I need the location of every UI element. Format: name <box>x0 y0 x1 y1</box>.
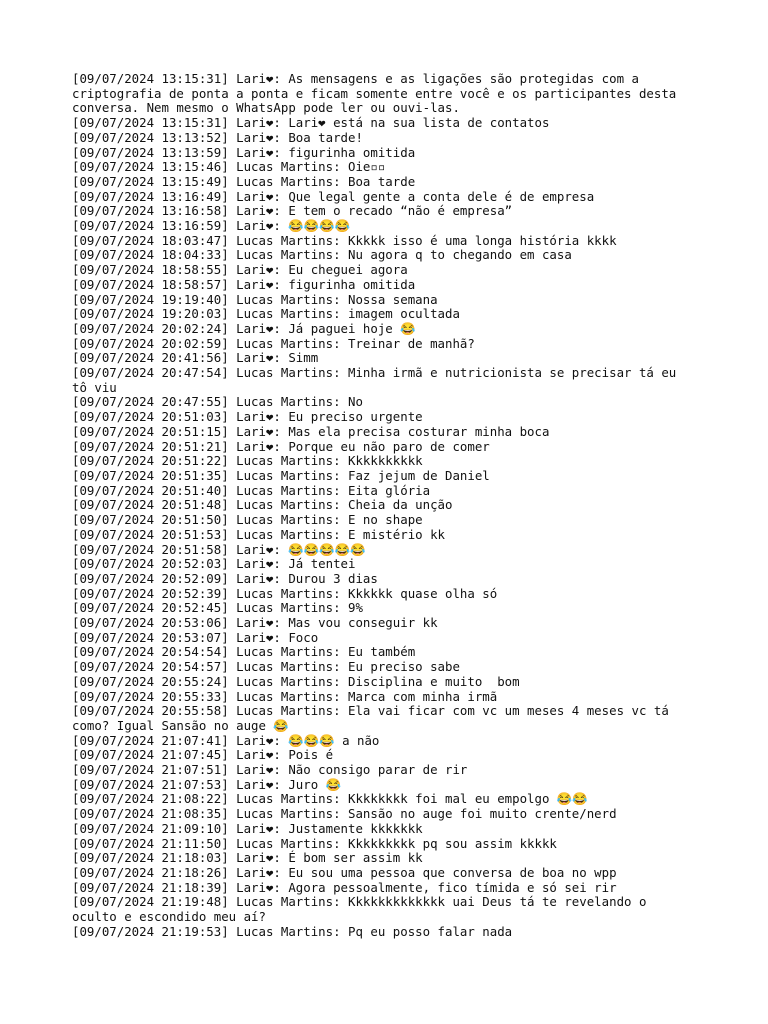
chat-line: [09/07/2024 21:07:51] Lari❤: Não consigo parar de rir <box>72 762 468 778</box>
chat-line: [09/07/2024 21:11:50] Lucas Martins: Kkkkkkkkk pq sou assim kkkkk <box>72 835 557 851</box>
chat-line: [09/07/2024 20:51:21] Lari❤: Porque eu não paro de comer <box>72 438 490 454</box>
chat-line: [09/07/2024 21:19:53] Lucas Martins: Pq eu posso falar nada <box>72 923 513 939</box>
chat-line: [09/07/2024 20:02:59] Lucas Martins: Treinar de manhã? <box>72 335 475 351</box>
chat-line: [09/07/2024 20:55:58] Lucas Martins: Ela vai ficar com vc um meses 4 meses vc tá como? Igual Sansão no auge 😂 <box>72 703 677 733</box>
chat-line: [09/07/2024 13:15:49] Lucas Martins: Boa tarde <box>72 173 416 189</box>
chat-line: [09/07/2024 20:52:03] Lari❤: Já tentei <box>72 556 356 572</box>
chat-line: [09/07/2024 13:16:59] Lari❤: 😂😂😂😂 <box>72 218 351 234</box>
chat-line: [09/07/2024 21:07:45] Lari❤: Pois é <box>72 747 334 763</box>
chat-line: [09/07/2024 20:55:24] Lucas Martins: Disciplina e muito bom <box>72 673 520 689</box>
chat-line: [09/07/2024 13:13:59] Lari❤: figurinha omitida <box>72 144 416 160</box>
chat-line: [09/07/2024 20:02:24] Lari❤: Já paguei hoje 😂 <box>72 320 416 336</box>
chat-line: [09/07/2024 21:18:39] Lari❤: Agora pessoalmente, fico tímida e só sei rir <box>72 879 617 895</box>
chat-line: [09/07/2024 20:51:58] Lari❤: 😂😂😂😂😂 <box>72 541 366 557</box>
chat-line: [09/07/2024 21:07:53] Lari❤: Juro 😂 <box>72 776 342 792</box>
chat-line: [09/07/2024 21:09:10] Lari❤: Justamente kkkkkkk <box>72 820 423 836</box>
chat-line: [09/07/2024 20:51:40] Lucas Martins: Eita glória <box>72 482 431 498</box>
chat-line: [09/07/2024 13:15:46] Lucas Martins: Oie▫▫ <box>72 159 386 175</box>
chat-line: [09/07/2024 13:15:31] Lari❤: As mensagens e as ligações são protegidas com a criptografia de ponta a ponta e ficam somente entre você e os participantes desta conversa. Nem mesmo o WhatsApp pode ler ou ouvi-las. <box>72 71 684 116</box>
chat-line: [09/07/2024 20:55:33] Lucas Martins: Marca com minha irmã <box>72 688 498 704</box>
chat-line: [09/07/2024 13:13:52] Lari❤: Boa tarde! <box>72 129 363 145</box>
chat-line: [09/07/2024 20:41:56] Lari❤: Simm <box>72 350 319 366</box>
chat-line: [09/07/2024 20:51:15] Lari❤: Mas ela precisa costurar minha boca <box>72 423 550 439</box>
chat-line: [09/07/2024 20:51:22] Lucas Martins: Kkkkkkkkkk <box>72 453 423 469</box>
chat-line: [09/07/2024 20:54:54] Lucas Martins: Eu também <box>72 644 416 660</box>
chat-line: [09/07/2024 18:58:57] Lari❤: figurinha omitida <box>72 276 416 292</box>
chat-line: [09/07/2024 20:54:57] Lucas Martins: Eu preciso sabe <box>72 659 460 675</box>
chat-line: [09/07/2024 13:16:49] Lari❤: Que legal gente a conta dele é de empresa <box>72 188 595 204</box>
chat-line: [09/07/2024 21:18:03] Lari❤: É bom ser assim kk <box>72 850 423 866</box>
chat-line: [09/07/2024 19:19:40] Lucas Martins: Nossa semana <box>72 291 438 307</box>
chat-line: [09/07/2024 20:47:55] Lucas Martins: No <box>72 394 363 410</box>
chat-line: [09/07/2024 20:51:50] Lucas Martins: E no shape <box>72 512 423 528</box>
chat-line: [09/07/2024 21:08:22] Lucas Martins: Kkkkkkkk foi mal eu empolgo 😂😂 <box>72 791 588 807</box>
chat-line: [09/07/2024 20:53:06] Lari❤: Mas vou conseguir kk <box>72 615 438 631</box>
chat-line: [09/07/2024 13:16:58] Lari❤: E tem o recado “não é empresa” <box>72 203 513 219</box>
chat-line: [09/07/2024 18:04:33] Lucas Martins: Nu agora q to chegando em casa <box>72 247 572 263</box>
chat-line: [09/07/2024 18:58:55] Lari❤: Eu cheguei agora <box>72 262 408 278</box>
chat-line: [09/07/2024 20:51:03] Lari❤: Eu preciso urgente <box>72 409 423 425</box>
chat-line: [09/07/2024 20:52:09] Lari❤: Durou 3 dias <box>72 570 378 586</box>
chat-line: [09/07/2024 21:19:48] Lucas Martins: Kkkkkkkkkkkkk uai Deus tá te revelando o oculto e escondido meu aí? <box>72 894 654 925</box>
chat-line: [09/07/2024 19:20:03] Lucas Martins: imagem ocultada <box>72 306 460 322</box>
chat-line: [09/07/2024 21:08:35] Lucas Martins: Sansão no auge foi muito crente/nerd <box>72 806 617 822</box>
chat-line: [09/07/2024 20:51:35] Lucas Martins: Faz jejum de Daniel <box>72 467 490 483</box>
chat-log <box>72 72 692 939</box>
chat-line: [09/07/2024 20:51:48] Lucas Martins: Cheia da unção <box>72 497 453 513</box>
chat-line: [09/07/2024 20:52:39] Lucas Martins: Kkkkkk quase olha só <box>72 585 498 601</box>
chat-line: [09/07/2024 21:07:41] Lari❤: 😂😂😂 a não <box>72 732 380 748</box>
chat-line: [09/07/2024 13:15:31] Lari❤: Lari❤ está na sua lista de contatos <box>72 115 550 131</box>
chat-line: [09/07/2024 20:52:45] Lucas Martins: 9% <box>72 600 363 616</box>
chat-line: [09/07/2024 20:53:07] Lari❤: Foco <box>72 629 319 645</box>
chat-line: [09/07/2024 18:03:47] Lucas Martins: Kkkkk isso é uma longa história kkkk <box>72 232 617 248</box>
chat-line: [09/07/2024 20:51:53] Lucas Martins: E mistério kk <box>72 526 445 542</box>
chat-line: [09/07/2024 21:18:26] Lari❤: Eu sou uma pessoa que conversa de boa no wpp <box>72 864 617 880</box>
chat-line: [09/07/2024 20:47:54] Lucas Martins: Minha irmã e nutricionista se precisar tá eu tô viu <box>72 365 684 395</box>
